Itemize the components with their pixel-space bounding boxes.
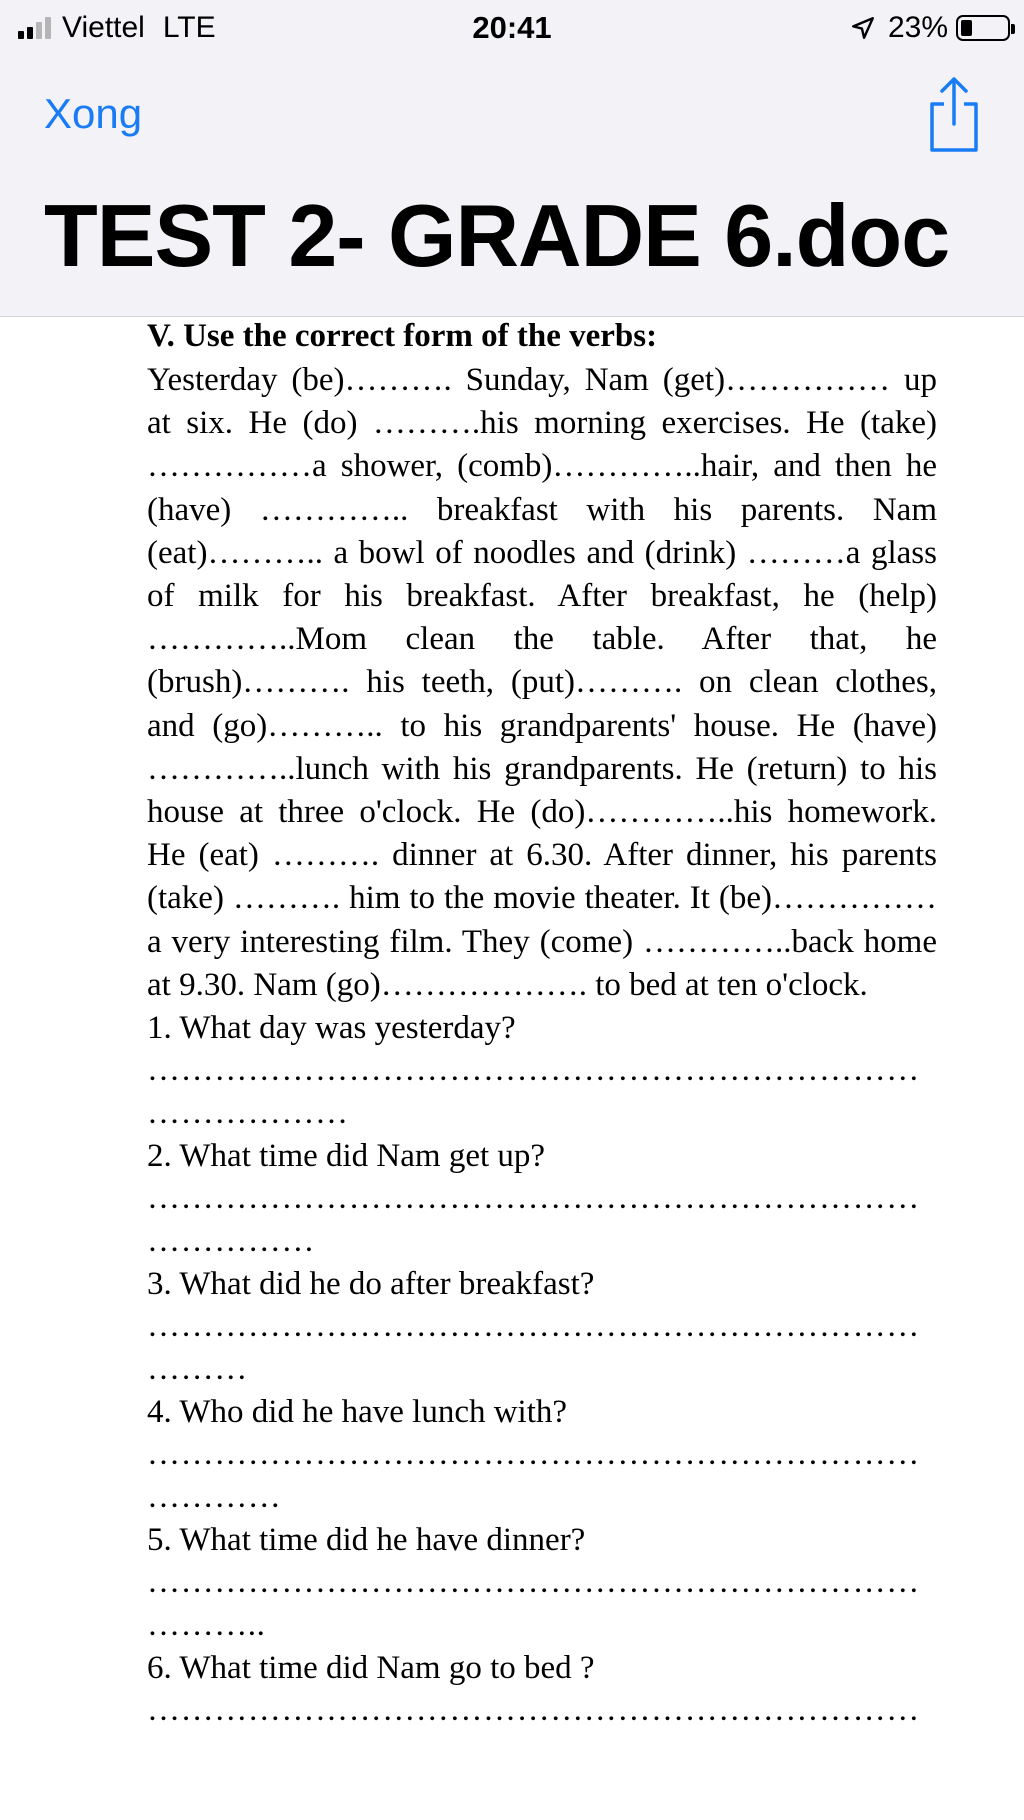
answer-line: ……………………………………………………………: [147, 1052, 920, 1089]
status-bar: [0, 0, 1024, 56]
answer-line: ……………………………………………………………: [147, 1692, 920, 1729]
document-header: [0, 56, 1024, 317]
section-heading: V. Use the correct form of the verbs:: [147, 318, 658, 354]
location-arrow-icon: [850, 15, 876, 41]
network-type: LTE: [162, 11, 216, 44]
question-1: [147, 1007, 937, 1135]
status-right: [850, 10, 1010, 46]
answer-line: ……………………………………………………………: [147, 1308, 920, 1345]
question-text: 1. What day was yesterday?: [147, 1010, 516, 1047]
question-text: 2. What time did Nam get up?: [147, 1138, 546, 1175]
question-3: [147, 1263, 937, 1391]
answer-line-continued: ………………: [147, 1095, 349, 1132]
question-6: [147, 1647, 937, 1732]
question-text: 6. What time did Nam go to bed ?: [147, 1650, 595, 1687]
battery-level-fill: [961, 20, 972, 36]
answer-line-continued: ………: [147, 1351, 248, 1388]
question-5: [147, 1519, 937, 1647]
question-text: 5. What time did he have dinner?: [147, 1522, 586, 1559]
exercise-passage: Yesterday (be)………. Sunday, Nam (get)…………… up at six. He (do) ……….his morning exercises. He (take) ……………a shower, (comb)…………..hair, and then he (have) ………….. breakfast with his parents. Nam (eat)……….. a bowl of noodles and (drink) ………a glass of milk for his breakfast. After breakfast, he (help) …………..Mom clean the table. After that, he (brush)………. his teeth, (put)………. on clean clothes, and (go)……….. to his grandparents' house. He (have) …………..lunch with his grandparents. He (return) to his house at three o'clock. He (do)…………..his homework. He (eat) ………. dinner at 6.30. After dinner, his parents (take) ………. him to the movie theater. It (be)……………a very interesting film. They (come) …………..back home at 9.30. Nam (go)………………. to bed at ten o'clock.: [147, 362, 937, 1003]
document-content: [147, 317, 937, 1732]
answer-line: ……………………………………………………………: [147, 1180, 920, 1217]
answer-line-continued: ………..: [147, 1607, 266, 1644]
question-4: [147, 1391, 937, 1519]
question-text: 4. Who did he have lunch with?: [147, 1394, 568, 1431]
battery-percentage: 23%: [887, 11, 948, 44]
question-2: [147, 1135, 937, 1263]
answer-line-continued: ……………: [147, 1223, 315, 1260]
question-text: 3. What did he do after breakfast?: [147, 1266, 595, 1303]
done-button[interactable]: Xong: [44, 90, 143, 137]
battery-icon: [956, 15, 1010, 41]
answer-line: ……………………………………………………………: [147, 1564, 920, 1601]
document-title: TEST 2- GRADE 6.doc: [44, 186, 950, 285]
share-icon[interactable]: [926, 74, 982, 152]
carrier-name: Viettel: [62, 11, 145, 44]
answer-line: ……………………………………………………………: [147, 1436, 920, 1473]
answer-line-continued: …………: [147, 1479, 282, 1516]
status-time: 20:41: [472, 10, 552, 45]
